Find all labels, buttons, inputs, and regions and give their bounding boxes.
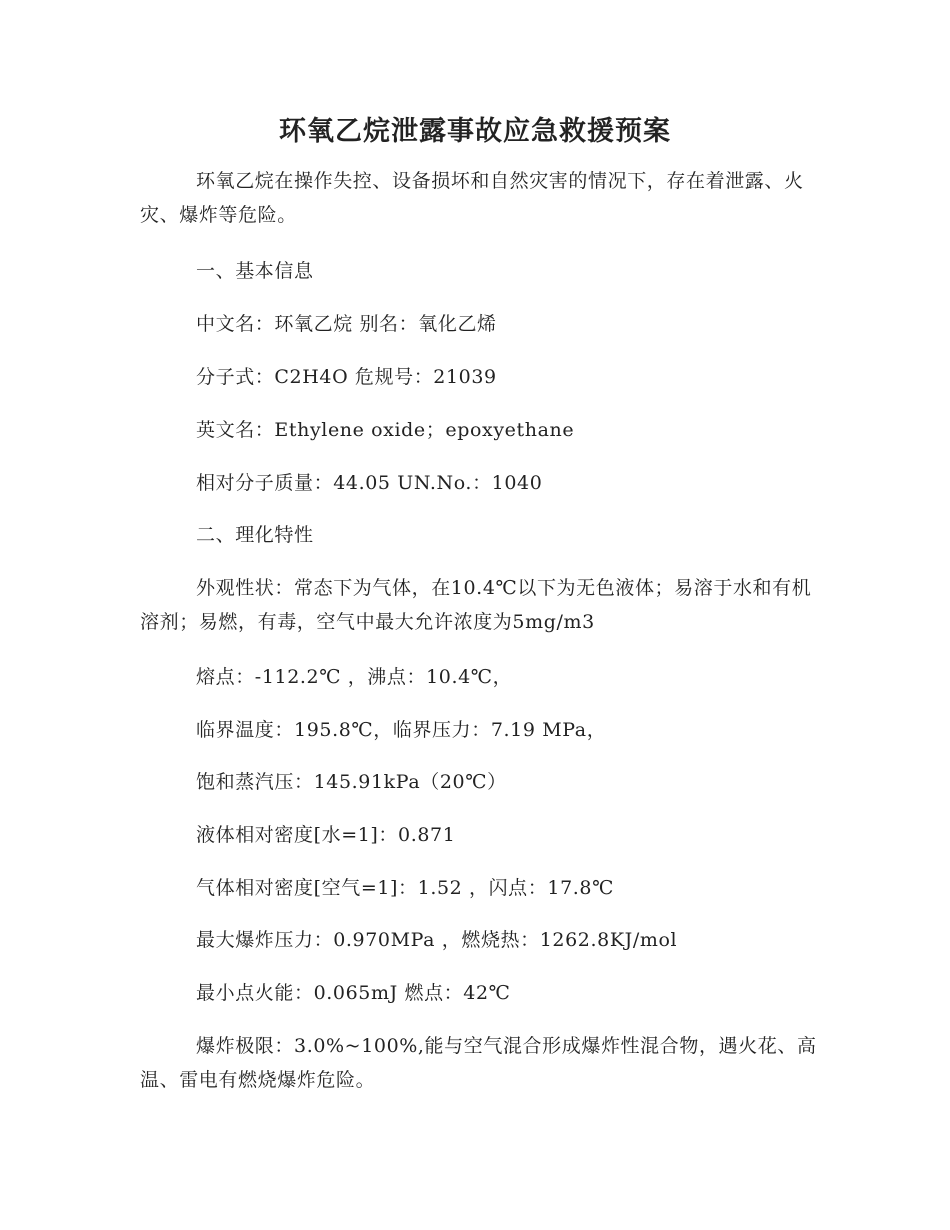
section-heading-properties: 二、理化特性 (196, 524, 314, 546)
melting-boiling-line: 熔点：-112.2℃ ，沸点：10.4℃， (196, 666, 513, 688)
explosion-pressure-line: 最大爆炸压力：0.970MPa ，燃烧热：1262.8KJ/mol (196, 929, 678, 951)
gas-density-line: 气体相对密度[空气=1]：1.52 ，闪点：17.8℃ (196, 877, 614, 899)
section-heading-basic-info: 一、基本信息 (196, 260, 314, 282)
vapor-pressure-line: 饱和蒸汽压：145.91kPa（20℃） (196, 771, 507, 793)
chinese-name-line: 中文名：环氧乙烷 别名：氧化乙烯 (196, 313, 497, 335)
appearance-paragraph: 外观性状：常态下为气体，在10.4℃以下为无色液体；易溶于水和有机溶剂；易燃，有毒，空气中最大允许浓度为5mg/m3 (140, 577, 812, 633)
critical-line: 临界温度：195.8℃，临界压力：7.19 MPa， (196, 719, 607, 741)
document-title: 环氧乙烷泄露事故应急救援预案 (279, 116, 671, 147)
ignition-line: 最小点火能：0.065mJ 燃点：42℃ (196, 982, 511, 1004)
intro-paragraph: 环氧乙烷在操作失控、设备损坏和自然灾害的情况下，存在着泄露、火灾、爆炸等危险。 (140, 170, 804, 226)
molecular-mass-line: 相对分子质量：44.05 UN.No.：1040 (196, 472, 543, 494)
english-name-line: 英文名：Ethylene oxide；epoxyethane (196, 419, 575, 441)
liquid-density-line: 液体相对密度[水=1]：0.871 (196, 824, 456, 846)
explosion-limit-paragraph: 爆炸极限：3.0%~100%,能与空气混合形成爆炸性混合物，遇火花、高温、雷电有燃烧爆炸危险。 (140, 1035, 817, 1091)
formula-line: 分子式：C2H4O 危规号：21039 (196, 366, 497, 388)
